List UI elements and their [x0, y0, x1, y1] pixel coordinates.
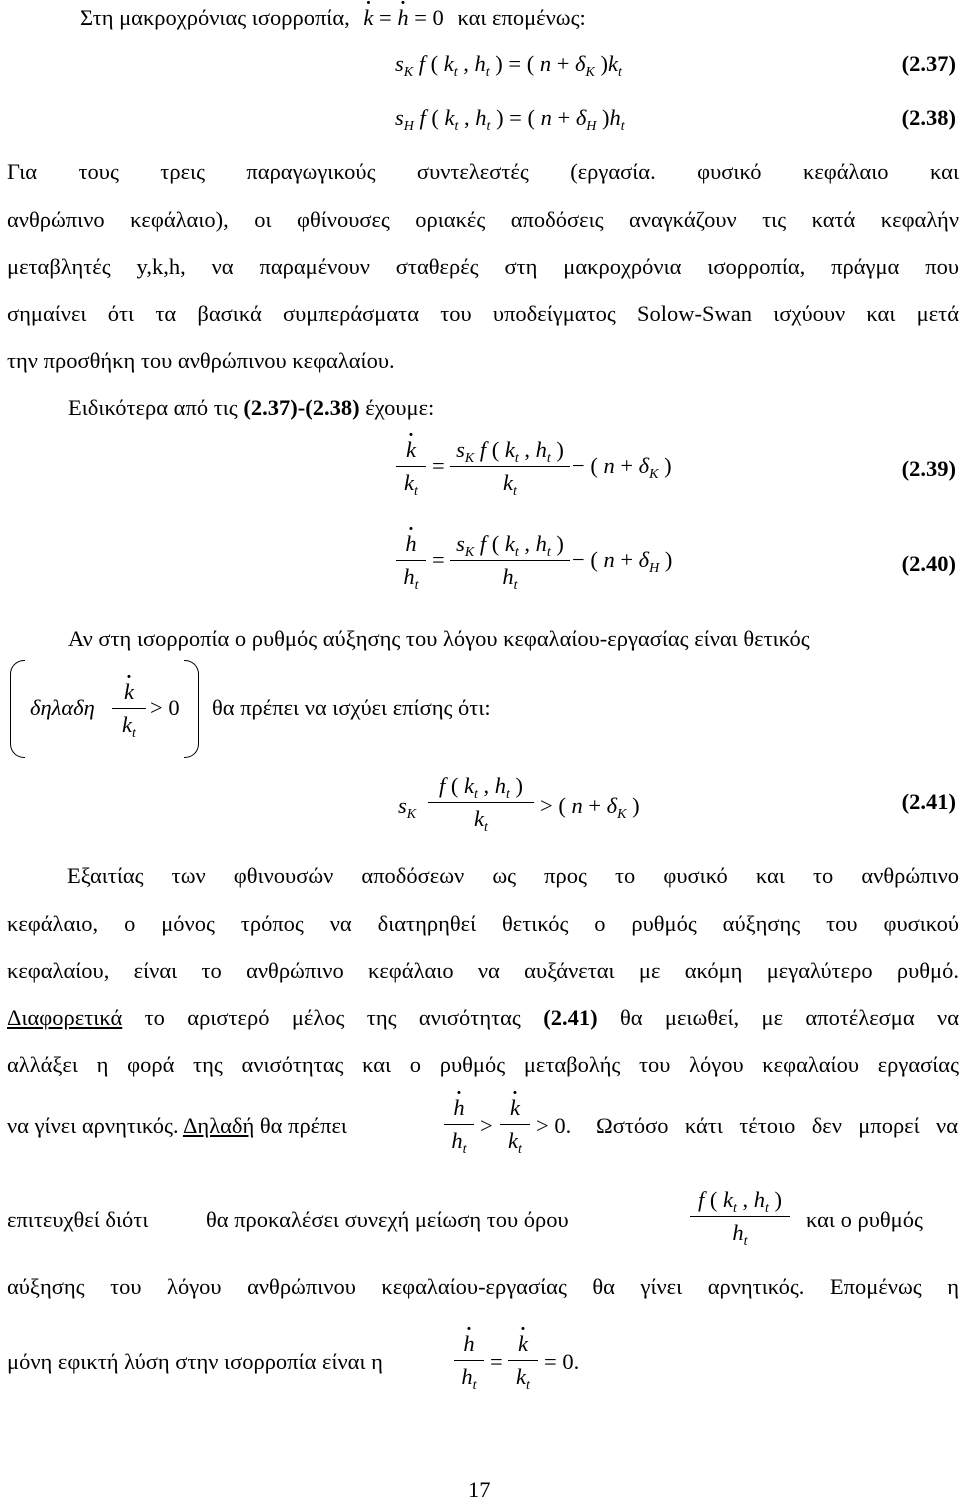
eq40-lhs: · h $h_t$	[396, 530, 426, 591]
para4-line9: μόνη εφικτή λύση στην ισορροπία είναι η	[7, 1349, 383, 1374]
para4-line6-c: θα πρέπει	[259, 1113, 347, 1138]
eq41-fraction: f ( $k_t$ , $h_t$ ) $k_t$	[428, 772, 534, 833]
intro-text: Στη μακροχρόνιας ισορροπία,	[80, 5, 350, 30]
para2-prefix: Ειδικότερα από τις	[68, 395, 238, 420]
para4-line7-b: θα προκαλέσει συνεχή μείωση του όρου	[206, 1207, 569, 1232]
paren-fraction: · k $k_t$	[112, 678, 146, 739]
equation-number-2-41: (2.41)	[901, 789, 956, 814]
right-parenthesis	[184, 660, 199, 758]
intro-equation: · k = · h = 0	[363, 5, 443, 30]
underlined-diaforetika: Διαφορετικά	[7, 1005, 123, 1030]
para1-line3: μεταβλητές y,k,h, να παραμένουν σταθερές στη μακροχρόνια ισορροπία, πράγμα που	[7, 254, 959, 279]
para1-line5: την προσθήκη του ανθρώπινου κεφαλαίου.	[7, 348, 395, 373]
line7-fraction: f ( $k_t$ , $h_t$ ) $h_t$	[690, 1186, 790, 1247]
equation-2-37: $s_K$ f ( $k_t$ , $h_t$ ) = ( $n + \delta_K$ )$k_t$	[395, 51, 622, 80]
para1-line4: σημαίνει ότι τα βασικά συμπεράσματα του υποδείγματος Solow-Swan ισχύουν και μετά	[7, 301, 959, 326]
page-number: 17	[468, 1477, 491, 1502]
para4-line6-d: Ωστόσο κάτι τέτοιο δεν μπορεί να	[596, 1113, 958, 1138]
equation-number-2-38: (2.38)	[901, 105, 956, 130]
line9-frac-k: · k $k_t$	[508, 1330, 538, 1391]
para4-line1: Εξαιτίας των φθινουσών αποδόσεων ως προς το φυσικό και το ανθρώπινο	[67, 863, 959, 888]
para3-line: Αν στη ισορροπία ο ρυθμός αύξησης του λόγου κεφαλαίου-εργασίας είναι θετικός	[68, 626, 810, 651]
equation-number-2-37: (2.37)	[901, 51, 956, 76]
paren-word: δηλαδη	[30, 695, 95, 720]
para4-line4	[7, 1004, 959, 1032]
line6-frac-h: · h $h_t$	[444, 1094, 474, 1155]
para2-suffix: έχουμε:	[365, 395, 435, 420]
para4-line2: κεφάλαιο, ο μόνος τρόπος να διατηρηθεί θετικός ο ρυθμός αύξησης του φυσικού	[7, 911, 959, 936]
para4-line5: αλλάξει η φορά της ανισότητας και ο ρυθμός μεταβολής του λόγου κεφαλαίου εργασίας	[7, 1052, 959, 1077]
intro-tail: και επομένως:	[457, 5, 586, 30]
para4-line3: κεφαλαίου, είναι το ανθρώπινο κεφάλαιο να αυξάνεται με ακόμη μεγαλύτερο ρυθμό.	[7, 958, 959, 983]
para1-line2: ανθρώπινο κεφάλαιο), οι φθίνουσες οριακές αποδόσεις αναγκάζουν τις κατά κεφαλήν	[7, 207, 959, 232]
line9-frac-h: · h $h_t$	[454, 1330, 484, 1391]
para4-line4-ref: (2.41)	[543, 1005, 598, 1030]
equation-number-2-39: (2.39)	[901, 456, 956, 481]
equation-2-38: $s_H$ f ( $k_t$ , $h_t$ ) = ( $n + \delta_H$ )$h_t$	[395, 105, 625, 134]
eq39-lhs: · k $k_t$	[396, 436, 426, 497]
eq39-middle: $s_K$ f ( $k_t$ , $h_t$ ) $k_t$	[450, 436, 570, 497]
underlined-dilladi: Δηλαδή	[182, 1113, 255, 1138]
para2-reference: (2.37)-(2.38)	[243, 395, 360, 420]
equation-number-2-40: (2.40)	[901, 551, 956, 576]
para4-line6-a: να γίνει αρνητικός.	[7, 1113, 179, 1138]
para4-line7-a: επιτευχθεί διότι	[7, 1207, 149, 1232]
para4-line7-c: και ο ρυθμός	[806, 1207, 923, 1232]
para4-line4-c: θα μειωθεί, με αποτέλεσμα να	[619, 1005, 959, 1030]
para4-line4-b: το αριστερό μέλος της ανισότητας	[144, 1005, 521, 1030]
intro-line	[80, 4, 586, 32]
para4-line8: αύξησης του λόγου ανθρώπινου κεφαλαίου-εργασίας θα γίνει αρνητικός. Επομένως η	[7, 1274, 959, 1299]
para1-line1: Για τους τρεις παραγωγικούς συντελεστές (εργασία. φυσικό κεφάλαιο και	[7, 159, 959, 184]
line6-frac-k: · k $k_t$	[500, 1094, 530, 1155]
left-parenthesis	[10, 660, 25, 758]
para4-line6	[7, 1112, 347, 1140]
para2-line	[68, 394, 434, 422]
eq40-middle: $s_K$ f ( $k_t$ , $h_t$ ) $h_t$	[450, 530, 570, 591]
para3-tail: θα πρέπει να ισχύει επίσης ότι:	[212, 695, 491, 720]
